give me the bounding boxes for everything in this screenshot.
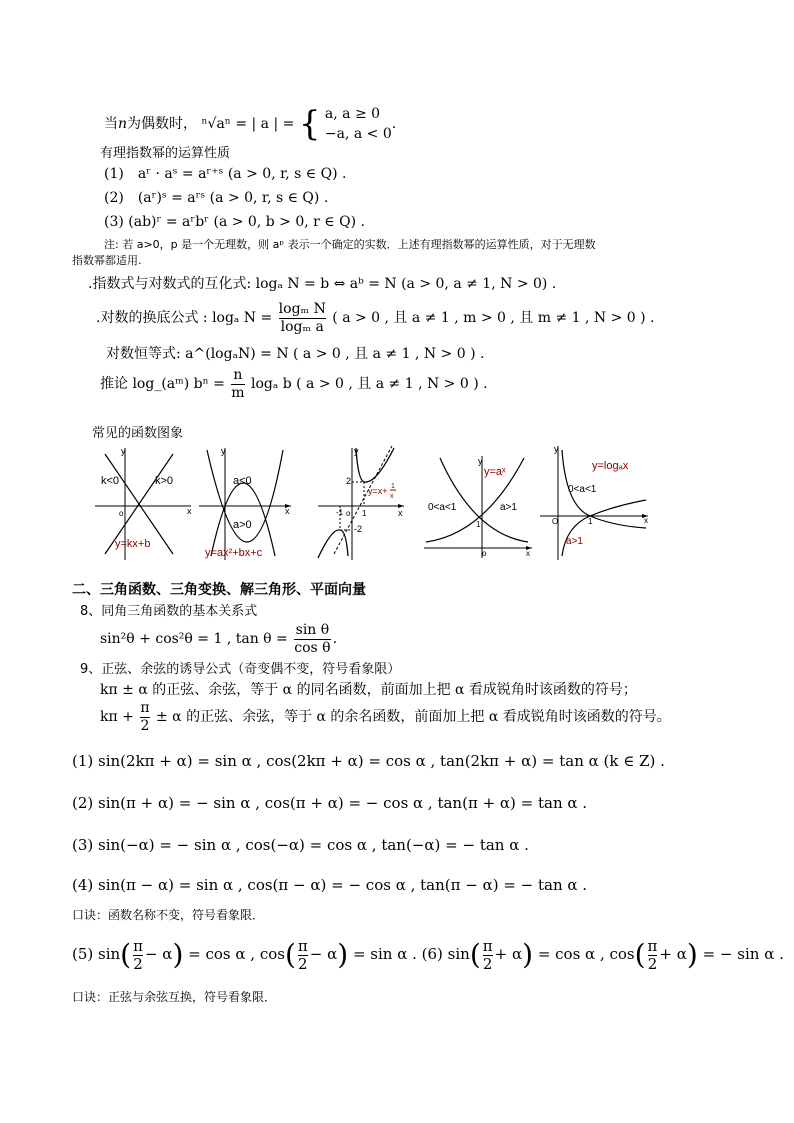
exponential-graph <box>424 454 536 558</box>
induction-rule-1: kπ ± α 的正弦、余弦，等于 α 的同名函数，前面加上把 α 看成锐角时该函数的符号； <box>100 682 637 698</box>
a-positive-label: a>0 <box>233 519 252 531</box>
reciprocal-equation: y=x+ <box>368 486 388 496</box>
numerator: π <box>140 699 150 716</box>
denominator: logₘ a <box>280 318 324 335</box>
mnemonic-1: 口诀：函数名称不变，符号看象限． <box>72 908 265 922</box>
numerator: logₘ N <box>278 300 326 317</box>
period: . <box>391 116 397 132</box>
a-negative-label: a<0 <box>233 475 252 487</box>
rule-prefix: kπ + <box>100 709 134 725</box>
denominator: m <box>231 384 245 401</box>
curve-increasing <box>562 500 646 556</box>
x-label: x <box>526 549 530 558</box>
pythagorean-identity: sin²θ + cos²θ = 1 , tan θ = $\frac{\text{sin θ}}{\text{cos θ}}$ . <box>100 621 338 656</box>
identity-text: sin²θ + cos²θ = 1 , tan θ = <box>100 631 288 647</box>
section-2-heading: 二、三角函数、三角变换、解三角形、平面向量 <box>72 582 366 598</box>
origin-label: o <box>482 549 487 558</box>
numerator: n <box>231 367 244 385</box>
change-base-fraction <box>279 301 326 336</box>
paren: ( <box>120 938 132 971</box>
quadratic-equation: y=ax²+bx+c <box>205 547 263 559</box>
case-negative: −a, a < 0 <box>324 126 392 142</box>
logarithm-graph <box>540 444 652 560</box>
paren: ) <box>172 938 184 971</box>
rule-text: ± α 的正弦、余弦，等于 α 的余名函数，前面加上把 α 看成锐角时该函数的符号。 <box>155 709 671 725</box>
root-expression: ⁿ√aⁿ = | a | = <box>201 116 295 132</box>
f5-term: − α <box>144 945 173 963</box>
denominator: 2 <box>647 954 658 973</box>
f6-term: + α <box>659 945 687 963</box>
origin-label: O <box>552 517 559 526</box>
branch-negative <box>318 530 348 558</box>
conditions: logₐ b ( a > 0 , 且 a ≠ 1 , N > 0 ) . <box>251 376 488 392</box>
note-line-1: 注: 若 a>0，p 是一个无理数，则 aᵖ 表示一个确定的实数．上述有理指数幂的运算性质，对于无理数 <box>104 238 596 251</box>
base-gt-1-label: a>1 <box>566 536 583 547</box>
note-line-2: 指数幂都适用. <box>72 254 142 267</box>
paren: ) <box>522 938 534 971</box>
graphs-title: 常见的函数图象 <box>92 426 184 441</box>
numerator: π <box>482 936 493 955</box>
exp-prop-3: (3) (ab)ʳ = aʳbʳ (a > 0, b > 0, r ∈ Q) . <box>104 214 365 230</box>
k-negative-label: k<0 <box>101 475 120 487</box>
paren: ( <box>634 938 646 971</box>
x-label: x <box>398 508 403 518</box>
item-9-title: 9、正弦、余弦的诱导公式（奇变偶不变，符号看象限） <box>80 662 401 677</box>
tick-1: 1 <box>588 517 593 526</box>
paren: ( <box>284 938 296 971</box>
case-positive: a, a ≥ 0 <box>324 106 381 122</box>
base-lt-1-label: 0<a<1 <box>568 484 597 495</box>
pi-over-2 <box>483 938 493 973</box>
y-label: y <box>221 446 226 456</box>
corollary-fraction <box>231 367 244 402</box>
branch-positive <box>356 448 394 482</box>
even-root-formula <box>104 104 396 144</box>
formula-3: (3) sin(−α) = − sin α , cos(−α) = cos α , tan(−α) = − tan α . <box>72 836 529 854</box>
x-label: x <box>644 516 648 525</box>
formula-4: (4) sin(π − α) = sin α , cos(π − α) = − cos α , tan(π − α) = − tan α . <box>72 876 588 894</box>
quadratic-graph <box>199 444 295 560</box>
cases <box>325 104 392 144</box>
n-symbol: n <box>118 116 128 132</box>
base-lt-1-label: 0<a<1 <box>428 502 457 513</box>
linear-graph <box>95 444 195 560</box>
label: .对数的换底公式 : logₐ N = <box>96 310 273 326</box>
y-label: y <box>478 456 483 466</box>
mnemonic-2: 口诀：正弦与余弦互换，符号看象限． <box>72 990 277 1004</box>
linear-equation: y=kx+b <box>115 538 151 550</box>
formula-1: (1) sin(2kπ + α) = sin α , cos(2kπ + α) = cos α , tan(2kπ + α) = tan α (k ∈ Z) . <box>72 752 665 770</box>
tick-1: 1 <box>476 520 481 529</box>
f6-mid: = cos α , cos <box>537 945 635 963</box>
pi-over-2 <box>140 700 149 735</box>
change-of-base <box>96 300 655 336</box>
base-gt-1-label: a>1 <box>500 502 517 513</box>
curve-increasing <box>426 458 524 542</box>
equation-denominator: x <box>390 493 394 500</box>
exp-prop-2: (2) (aʳ)ˢ = aʳˢ (a > 0, r, s ∈ Q) . <box>104 190 329 206</box>
paren: ( <box>469 938 481 971</box>
y-label: y <box>121 446 126 456</box>
numerator: π <box>297 936 308 955</box>
left-brace: { <box>298 104 321 144</box>
exp-props-heading: 有理指数幂的运算性质 <box>100 146 231 161</box>
origin-label: o <box>346 509 351 518</box>
x-label: x <box>187 506 192 516</box>
y-label: y <box>354 446 359 456</box>
logarithm-equation: y=logₐx <box>592 460 629 472</box>
f5-mid: = cos α , cos <box>188 945 285 963</box>
tick-1: 1 <box>362 509 367 518</box>
origin-label: o <box>119 509 124 518</box>
numerator: π <box>647 936 658 955</box>
tan-fraction <box>294 622 330 657</box>
log-corollary <box>100 366 488 402</box>
induction-rule-2 <box>100 698 671 736</box>
numerator: π <box>133 936 143 955</box>
denominator: 2 <box>482 954 493 973</box>
conditions: ( a > 0 , 且 a ≠ 1 , m > 0 , 且 m ≠ 1 , N > 0 ) . <box>332 310 655 326</box>
pi-over-2 <box>133 938 143 973</box>
pi-over-2 <box>648 938 658 973</box>
text: 为偶数时， <box>127 116 198 132</box>
x-label: x <box>285 506 290 516</box>
item-8-title: 8、同角三角函数的基本关系式 <box>80 604 258 619</box>
log-interconvert: .指数式与对数式的互化式: logₐ N = b ⇔ aᵇ = N (a > 0, a ≠ 1, N > 0) . <box>88 276 557 292</box>
paren: ) <box>686 938 698 971</box>
asymptote <box>334 446 392 554</box>
f5-term: − α <box>309 945 338 963</box>
formula-5-6 <box>72 934 784 974</box>
text: 当 <box>104 116 118 132</box>
log-identity: 对数恒等式: a^(logₐN) = N ( a > 0 , 且 a ≠ 1 , N > 0 ) . <box>106 346 485 362</box>
reciprocal-graph <box>312 444 408 560</box>
f5-end: = sin α . <box>352 945 417 963</box>
f6-term: + α <box>494 945 523 963</box>
denominator: 2 <box>133 954 143 973</box>
denominator: 2 <box>140 717 150 734</box>
formula-2: (2) sin(π + α) = − sin α , cos(π + α) = − cos α , tan(π + α) = tan α . <box>72 794 588 812</box>
f5-label: (5) sin <box>72 945 121 963</box>
pi-over-2 <box>298 938 308 973</box>
tick-neg-1: -1 <box>336 508 344 517</box>
tick-2: 2 <box>346 476 352 486</box>
exponential-equation: y=aˣ <box>484 466 506 478</box>
exp-prop-1: (1) aʳ · aˢ = aʳ⁺ˢ (a > 0, r, s ∈ Q) . <box>104 166 347 182</box>
f6-label: (6) sin <box>421 945 470 963</box>
y-label: y <box>554 444 559 454</box>
denominator: cos θ <box>294 639 331 656</box>
k-positive-label: k>0 <box>155 475 174 487</box>
tick-neg-2: -2 <box>354 524 363 534</box>
paren: ) <box>337 938 349 971</box>
equation-numerator: 1 <box>391 483 395 490</box>
denominator: 2 <box>298 954 308 973</box>
label: 推论 log_(aᵐ) bⁿ = <box>100 376 225 392</box>
f6-end: = − sin α . <box>702 945 784 963</box>
numerator: sin θ <box>295 621 330 638</box>
